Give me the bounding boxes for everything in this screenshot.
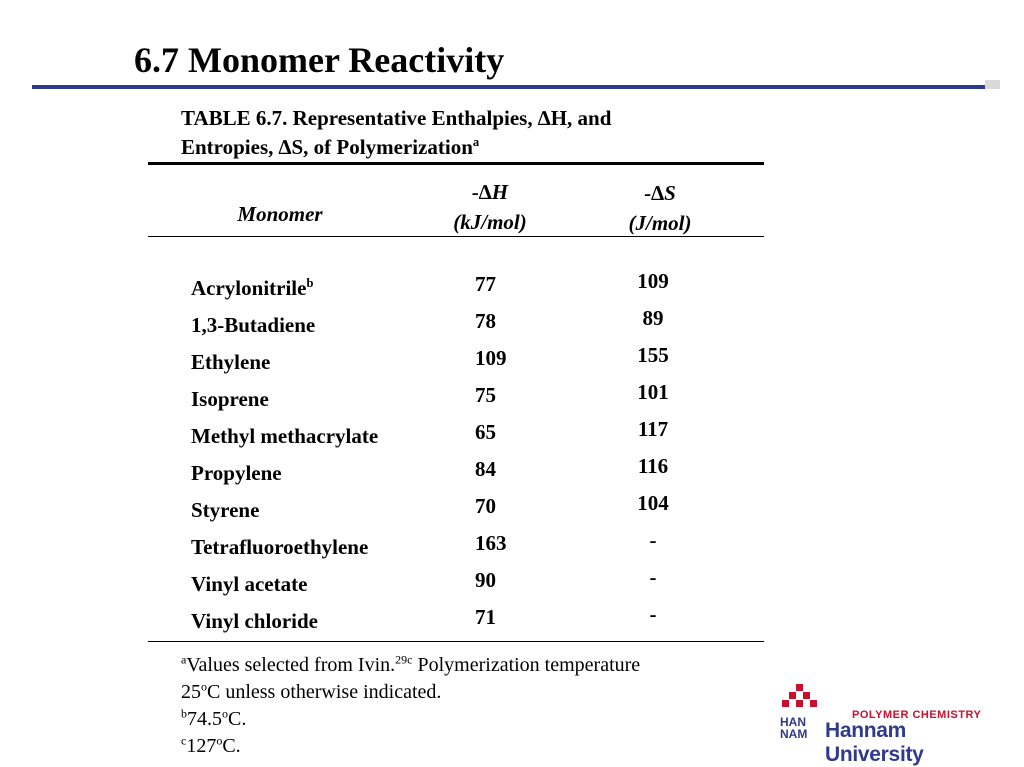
header-monomer: Monomer <box>237 202 323 226</box>
title-underline-shadow <box>985 80 1000 89</box>
footnote-text: 74.5 <box>187 708 222 730</box>
table-cell-enthalpy: 71 <box>475 605 496 629</box>
table-bottom-rule <box>148 641 764 642</box>
delta-symbol: ∆ <box>278 135 292 159</box>
table-cell-entropy: 101 <box>637 380 669 404</box>
header-entropy <box>600 178 720 238</box>
logo-university-name: Hannam University <box>825 719 924 766</box>
logo-nam: NAM <box>780 727 808 741</box>
footnote-text: C unless otherwise indicated. <box>207 681 442 703</box>
table-footnotes <box>181 652 640 760</box>
footnote-text: C. <box>228 708 247 730</box>
table-cell-enthalpy: 77 <box>475 272 496 296</box>
monomer-column <box>191 270 378 640</box>
table-cell-monomer: Methyl methacrylate <box>191 424 379 448</box>
table-cell-monomer <box>191 270 378 307</box>
degree-mark: o <box>222 706 228 721</box>
enthalpy-column <box>475 266 507 636</box>
table-cell-enthalpy: 90 <box>475 568 496 592</box>
monomer-footnote-mark: b <box>306 276 314 290</box>
footnote-text: Polymerization temperature <box>412 654 641 676</box>
header-entropy-unit: (J/mol) <box>628 211 692 235</box>
table-cell-monomer: Vinyl chloride <box>191 609 318 633</box>
table-cell-enthalpy: 70 <box>475 494 496 518</box>
table-cell-enthalpy: 163 <box>475 531 507 555</box>
caption-text-3: Entropies, <box>181 135 279 159</box>
caption-footnote-mark: a <box>472 135 480 149</box>
table-cell-entropy: 109 <box>637 269 669 293</box>
table-cell-entropy: 117 <box>637 417 669 441</box>
table-cell-entropy: - <box>649 528 657 552</box>
footnote-text: 25 <box>181 681 201 703</box>
caption-text-4: S, of Polymerization <box>291 135 473 159</box>
table-cell-monomer: Ethylene <box>191 350 271 374</box>
table-top-rule <box>148 162 764 165</box>
degree-mark: o <box>216 733 223 748</box>
logo-han: HAN <box>780 715 806 729</box>
logo-tagline: POLYMER CHEMISTRY <box>852 709 982 721</box>
footnote-text: Values selected from Ivin. <box>186 654 396 676</box>
slide-title: 6.7 Monomer Reactivity <box>134 40 505 80</box>
table-cell-entropy: 155 <box>637 343 669 367</box>
caption-text-1: TABLE 6.7. Representative Enthalpies, <box>181 106 538 130</box>
table-cell-entropy: 116 <box>637 454 669 478</box>
footnote-a <box>181 652 640 679</box>
entropy-column <box>622 263 684 633</box>
footnote-text: 127 <box>186 735 217 757</box>
footnote-ref: 29c <box>395 652 413 667</box>
table-cell-enthalpy: 109 <box>475 346 507 370</box>
table-cell-monomer: Propylene <box>191 461 282 485</box>
header-enthalpy <box>430 177 550 237</box>
hannam-university-logo <box>778 684 1008 766</box>
table-cell-monomer: 1,3-Butadiene <box>191 313 316 337</box>
degree-mark: o <box>201 679 207 694</box>
table-cell-entropy: 89 <box>642 306 664 330</box>
monomer-name: Acrylonitrile <box>191 276 307 300</box>
caption-text-2: H, and <box>550 106 612 130</box>
table-cell-entropy: - <box>649 565 657 589</box>
table-cell-monomer: Isoprene <box>191 387 269 411</box>
table-caption <box>181 104 741 162</box>
header-enthalpy-symbol: -∆H <box>471 180 509 204</box>
header-enthalpy-unit: (kJ/mol) <box>453 210 527 234</box>
logo-emblem-icon <box>780 684 820 716</box>
table-cell-enthalpy: 65 <box>475 420 496 444</box>
table-cell-monomer: Tetrafluoroethylene <box>191 535 369 559</box>
title-underline <box>32 85 1000 89</box>
footnote-mark: b <box>181 706 187 721</box>
table-cell-monomer: Styrene <box>191 498 260 522</box>
footnote-text: C. <box>222 735 241 757</box>
footnote-c <box>181 733 640 760</box>
footnote-b <box>181 706 640 733</box>
delta-symbol: ∆ <box>537 106 551 130</box>
table-cell-entropy: 104 <box>637 491 669 515</box>
table-cell-monomer: Vinyl acetate <box>191 572 308 596</box>
table-cell-enthalpy: 75 <box>475 383 496 407</box>
header-entropy-symbol: -∆S <box>644 181 676 205</box>
footnote-mark: a <box>181 652 187 667</box>
footnote-a-line2 <box>181 679 640 706</box>
table-cell-enthalpy: 84 <box>475 457 496 481</box>
logo-han-nam <box>780 716 807 740</box>
table-cell-enthalpy: 78 <box>475 309 496 333</box>
table-cell-entropy: - <box>649 602 657 626</box>
footnote-mark: c <box>181 733 187 748</box>
